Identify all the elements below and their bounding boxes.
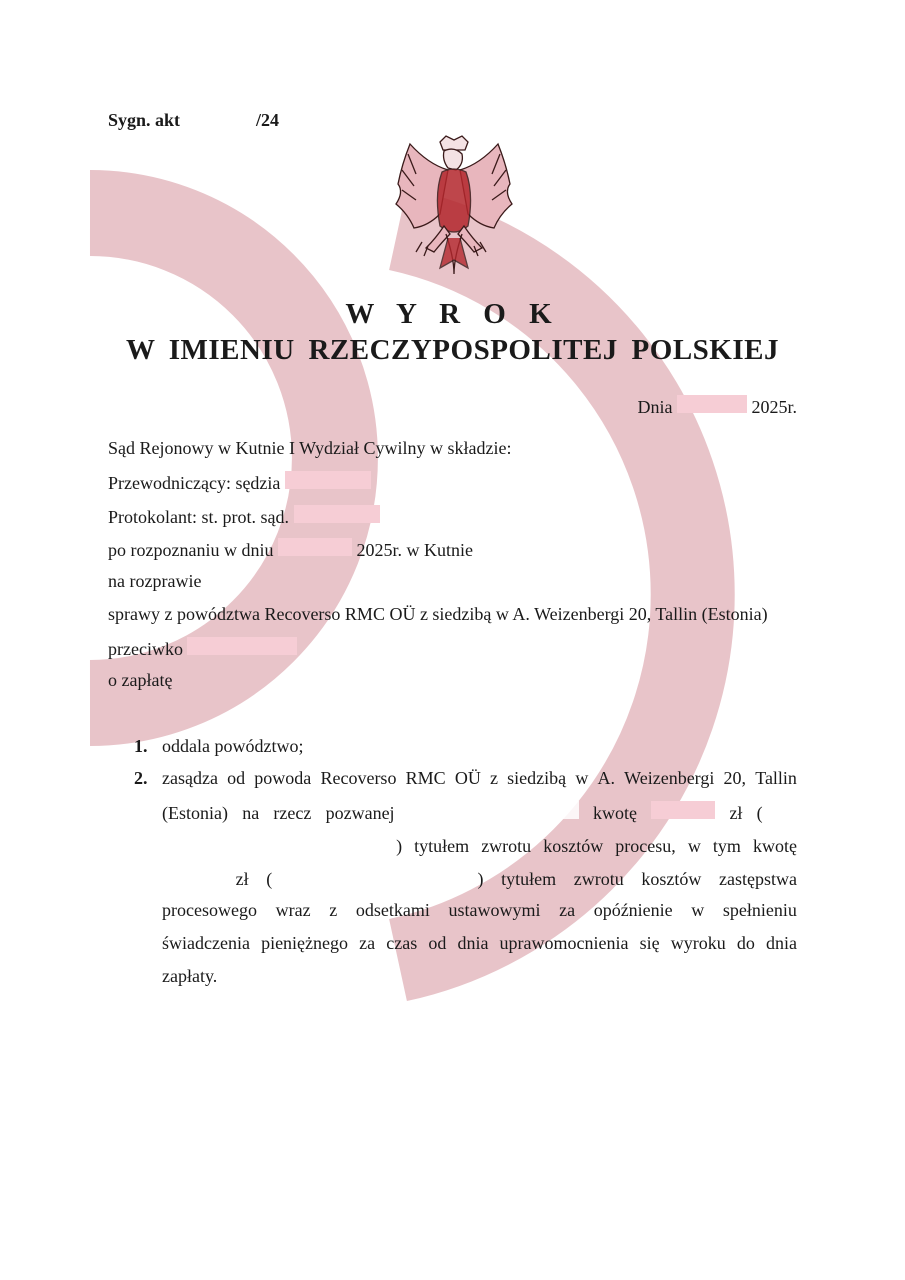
redacted-signature-number [180, 108, 256, 126]
word: pieniężnego [261, 933, 349, 953]
case-parties: sprawy z powództwa Recoverso RMC OÜ z siedzibą w A. Weizenbergi 20, Tallin (Estonia) [108, 604, 768, 624]
redacted-amount-2 [162, 867, 218, 885]
word: od [428, 933, 447, 953]
ruling-item-1-text: oddala powództwo; [162, 736, 304, 756]
word: zasądza [162, 768, 218, 788]
word: świadczenia [162, 933, 250, 953]
word: siedzibą [507, 768, 567, 788]
case-signature: Sygn. akt /24 [108, 110, 280, 130]
ruling-item-2-line-2: (Estonia) na rzecz pozwanej kwotę zł ( [162, 801, 797, 834]
redacted-defendant-name-2 [409, 801, 579, 819]
word: wraz [275, 900, 311, 920]
ruling-item-2-line-4: zł ( ) tytułem zwrotu kosztów zastępstwa [162, 867, 797, 900]
word: Weizenbergi [624, 768, 715, 788]
word: Recoverso [320, 768, 397, 788]
ruling-item-1-number: 1. [134, 736, 148, 756]
ruling-item-2-line-6 [162, 933, 797, 966]
word: RMC [405, 768, 446, 788]
ruling-item-2-text [162, 768, 797, 999]
redacted-clerk-name [294, 505, 380, 523]
word: OÜ [454, 768, 481, 788]
document-title: W Y R O K [345, 298, 560, 330]
ruling-item-2-line-5 [162, 900, 797, 933]
redacted-hearing-date [278, 538, 352, 556]
session-type: na rozprawie [108, 571, 202, 591]
hearing-date-line: po rozpoznaniu w dniu 2025r. w Kutnie [108, 540, 473, 560]
ruling-item-2-line-1 [162, 768, 797, 801]
redacted-judge-name [285, 471, 371, 489]
word: za [559, 900, 576, 920]
word: powoda [254, 768, 312, 788]
court-composition: Sąd Rejonowy w Kutnie I Wydział Cywilny w składzie: [108, 438, 512, 458]
ruling-item-2-number: 2. [134, 768, 148, 788]
word: wyroku [670, 933, 726, 953]
redacted-amount-words-2 [162, 834, 384, 852]
polish-eagle-emblem-icon [388, 134, 520, 276]
defendant-line: przeciwko [108, 637, 297, 660]
redacted-amount-1 [651, 801, 715, 819]
word: dnia [457, 933, 489, 953]
ruling-item-2-line-3: ) tytułem zwrotu kosztów procesu, w tym kwotę [162, 834, 797, 867]
word: uprawomocnienia [499, 933, 629, 953]
word: odsetkami [355, 900, 430, 920]
redacted-amount-words-3 [290, 867, 460, 885]
word: 20, [723, 768, 747, 788]
redacted-amount-words-1 [777, 801, 797, 819]
court-clerk: Protokolant: st. prot. sąd. [108, 505, 380, 528]
word: w [575, 768, 589, 788]
word: za [359, 933, 376, 953]
word: czas [386, 933, 418, 953]
ruling-item-2-line-7: zapłaty. [162, 966, 218, 986]
word: dnia [765, 933, 797, 953]
word: ustawowymi [448, 900, 541, 920]
word: Tallin [755, 768, 797, 788]
word: od [227, 768, 246, 788]
redacted-date [677, 395, 747, 413]
word: w [691, 900, 705, 920]
word: do [736, 933, 755, 953]
word: opóźnienie [593, 900, 673, 920]
judgment-date: Dnia 2025r. [637, 397, 797, 417]
word: A. [597, 768, 615, 788]
word: z [490, 768, 498, 788]
case-subject: o zapłatę [108, 670, 173, 690]
court-chair: Przewodniczący: sędzia [108, 471, 371, 494]
redacted-defendant-name [187, 637, 297, 655]
word: z [329, 900, 338, 920]
word: się [639, 933, 660, 953]
word: spełnieniu [722, 900, 797, 920]
word: procesowego [162, 900, 257, 920]
document-subtitle: W IMIENIU RZECZYPOSPOLITEJ POLSKIEJ [126, 334, 779, 366]
